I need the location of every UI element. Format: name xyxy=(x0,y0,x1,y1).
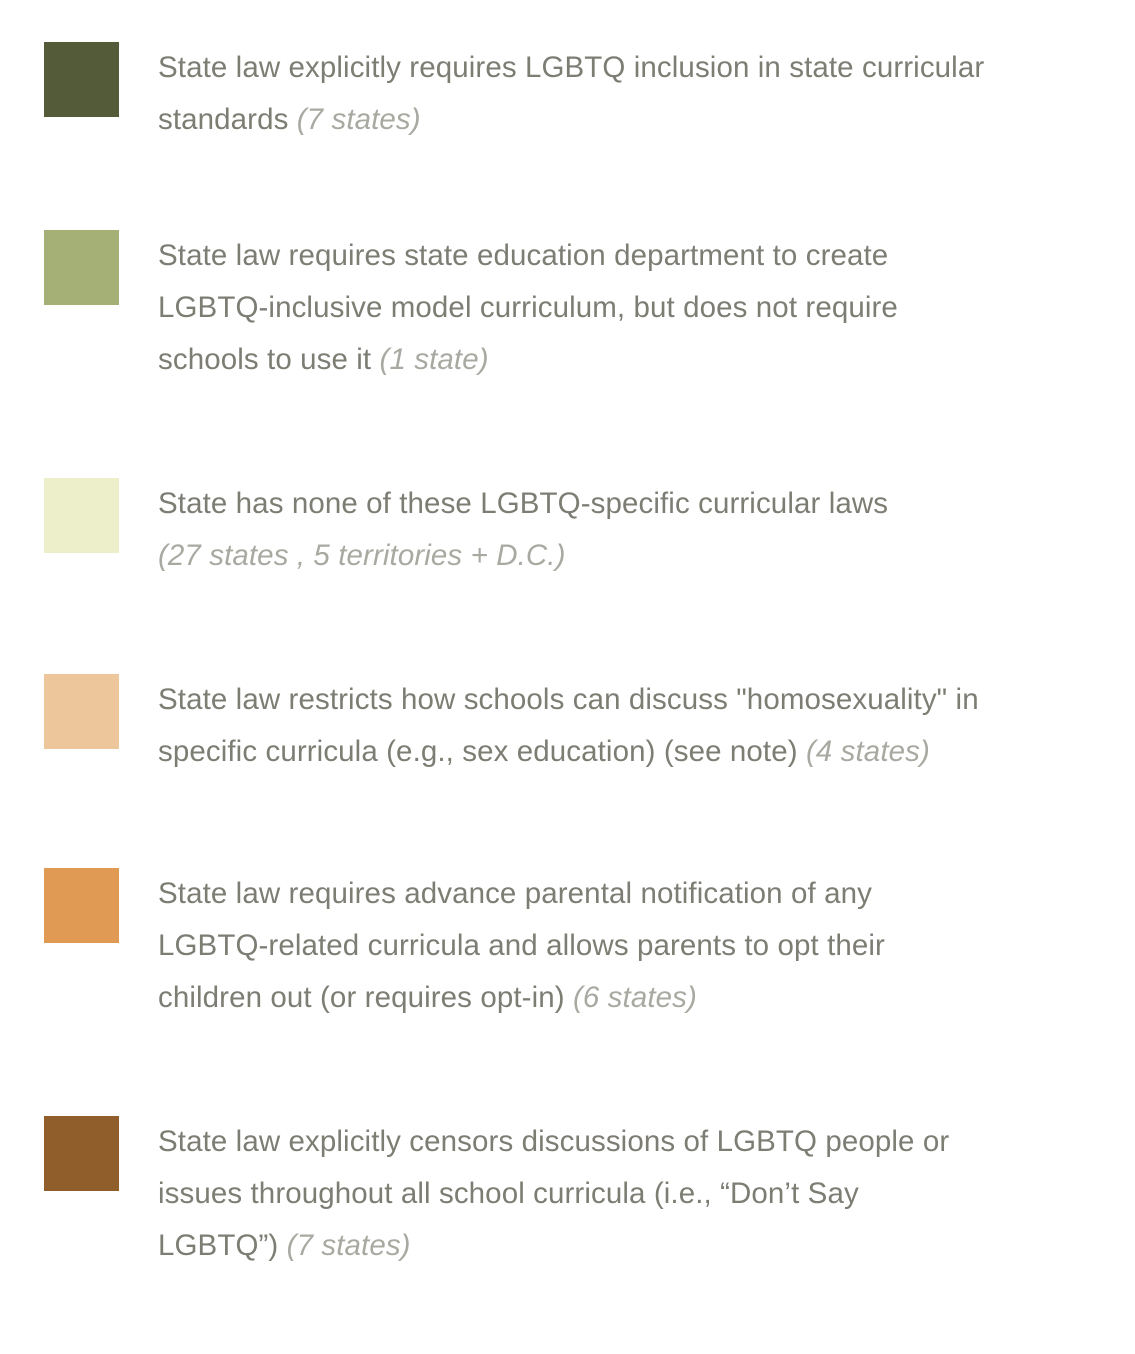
legend-count: (4 states) xyxy=(805,735,930,768)
legend-label-cell xyxy=(158,1116,1135,1324)
legend-swatch-cell xyxy=(0,478,158,553)
legend-label xyxy=(158,51,985,188)
legend-item xyxy=(0,230,1135,438)
legend-count: (6 states) xyxy=(572,981,697,1014)
legend-label-text: State law requires advance parental notification of any LGBTQ-related curricula and allows parents to opt their children out (or requires opt-in) xyxy=(158,877,885,1014)
legend-label-cell xyxy=(158,230,1135,438)
legend-item xyxy=(0,1116,1135,1324)
legend-label-text: State has none of these LGBTQ-specific curricular laws xyxy=(158,487,889,520)
legend-label-cell xyxy=(158,674,1135,830)
legend-label-text: State law restricts how schools can discuss "homosexuality" in specific curricula (e.g., sex education) (see note) xyxy=(158,683,979,768)
legend-item xyxy=(0,674,1135,830)
legend-swatch-cell xyxy=(0,42,158,117)
legend-swatch-cell xyxy=(0,674,158,749)
legend-label xyxy=(158,487,985,624)
legend-label-text: State law explicitly censors discussions of LGBTQ people or issues throughout all school curricula (i.e., “Don’t Say LGBTQ”) xyxy=(158,1125,950,1262)
legend-label xyxy=(158,683,985,820)
legend-item xyxy=(0,42,1135,198)
legend-count: (7 states) xyxy=(286,1229,411,1262)
legend-item xyxy=(0,478,1135,634)
color-swatch-icon xyxy=(44,1116,119,1191)
color-swatch-icon xyxy=(44,674,119,749)
legend-swatch-cell xyxy=(0,1116,158,1191)
color-swatch-icon xyxy=(44,868,119,943)
legend-label-cell xyxy=(158,868,1135,1076)
color-swatch-icon xyxy=(44,42,119,117)
legend-label xyxy=(158,239,985,428)
legend-item xyxy=(0,868,1135,1076)
color-swatch-icon xyxy=(44,478,119,553)
legend-swatch-cell xyxy=(0,230,158,305)
legend-label-text: State law explicitly requires LGBTQ inclusion in state curricular standards xyxy=(158,51,985,136)
legend-count: (7 states) xyxy=(296,103,421,136)
legend-label-cell xyxy=(158,478,1135,634)
color-swatch-icon xyxy=(44,230,119,305)
legend-label xyxy=(158,877,985,1066)
legend-label-text: State law requires state education department to create LGBTQ-inclusive model curriculum, but does not require schools to use it xyxy=(158,239,898,376)
legend-swatch-cell xyxy=(0,868,158,943)
legend-count: (27 states , 5 territories + D.C.) xyxy=(158,539,566,572)
legend-count: (1 state) xyxy=(379,343,489,376)
legend-label-cell xyxy=(158,42,1135,198)
